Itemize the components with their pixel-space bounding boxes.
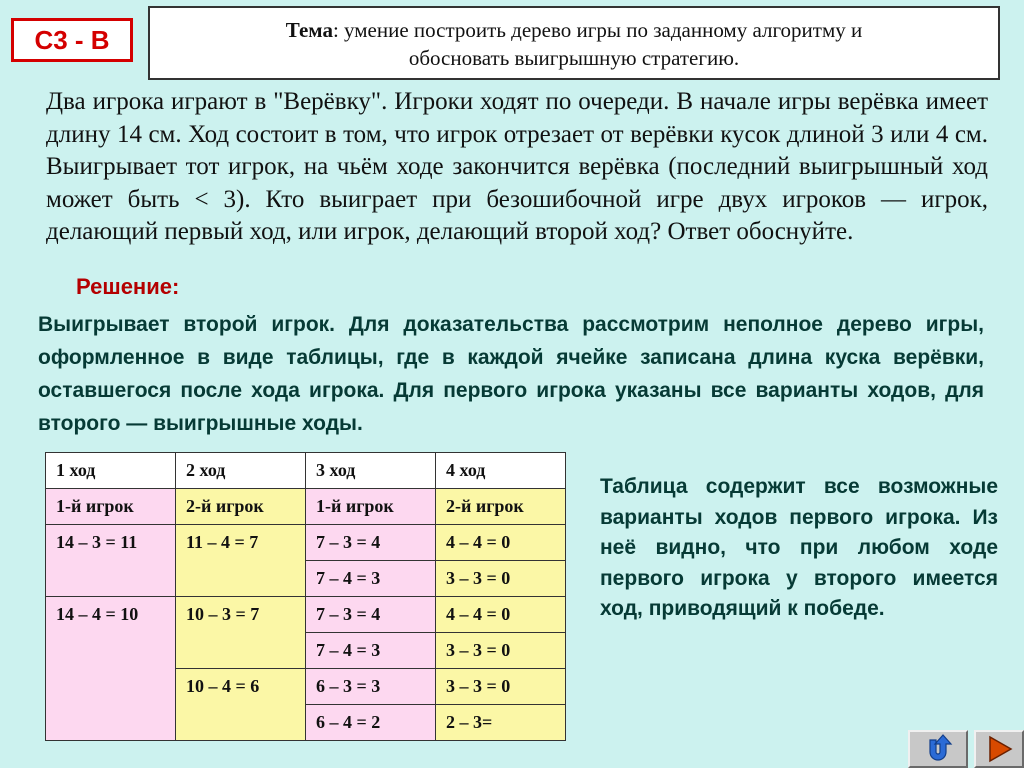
third-move-cell: 7 – 3 = 4 [306, 597, 436, 633]
topic-line-1: : умение построить дерево игры по заданному алгоритму и [332, 18, 863, 42]
fourth-move-cell: 2 – 3= [436, 705, 566, 741]
move-header-cell: 2 ход [176, 453, 306, 489]
move-header-row [46, 453, 566, 489]
topic-line-2: обосновать выигрышную стратегию. [408, 46, 740, 70]
fourth-move-cell: 3 – 3 = 0 [436, 561, 566, 597]
player-header-cell: 2-й игрок [436, 489, 566, 525]
topic-box [148, 6, 1000, 80]
second-move-cell: 10 – 3 = 7 [176, 597, 306, 669]
fourth-move-cell: 4 – 4 = 0 [436, 597, 566, 633]
play-triangle-icon [984, 734, 1014, 764]
solution-text: Выигрывает второй игрок. Для доказательства рассмотрим неполное дерево игры, оформленное в виде таблицы, где в каждой ячейке записана длина куска верёвки, оставшегося после хода игрока. Для первого игрока указаны все варианты ходов, для второго — выигрышные ходы. [38, 313, 984, 435]
game-tree-table [45, 452, 566, 741]
player-header-cell: 1-й игрок [306, 489, 436, 525]
table-row [46, 597, 566, 633]
table-explanation: Таблица содержит все возможные варианты ходов первого игрока. Из неё видно, что при любом ходе первого игрока у второго имеется ход, приводящий к победе. [600, 475, 998, 620]
third-move-cell: 7 – 4 = 3 [306, 633, 436, 669]
next-slide-button[interactable] [974, 730, 1024, 768]
return-arrow-shape [930, 735, 951, 760]
third-move-cell: 7 – 3 = 4 [306, 525, 436, 561]
slide-badge: C3 - B [11, 18, 133, 62]
move-header-cell: 3 ход [306, 453, 436, 489]
fourth-move-cell: 3 – 3 = 0 [436, 669, 566, 705]
fourth-move-cell: 4 – 4 = 0 [436, 525, 566, 561]
fourth-move-cell: 3 – 3 = 0 [436, 633, 566, 669]
return-button[interactable] [908, 730, 968, 768]
third-move-cell: 6 – 4 = 2 [306, 705, 436, 741]
third-move-cell: 6 – 3 = 3 [306, 669, 436, 705]
player-header-row [46, 489, 566, 525]
second-move-cell: 11 – 4 = 7 [176, 525, 306, 597]
move-header-cell: 1 ход [46, 453, 176, 489]
play-triangle-shape [990, 737, 1011, 761]
player-header-cell: 1-й игрок [46, 489, 176, 525]
return-arrow-icon [921, 734, 955, 764]
move-header-cell: 4 ход [436, 453, 566, 489]
third-move-cell: 7 – 4 = 3 [306, 561, 436, 597]
table-row [46, 525, 566, 561]
first-move-cell: 14 – 3 = 11 [46, 525, 176, 597]
player-header-cell: 2-й игрок [176, 489, 306, 525]
topic-label: Тема [285, 18, 333, 42]
solution-heading: Решение: [76, 274, 180, 299]
second-move-cell: 10 – 4 = 6 [176, 669, 306, 741]
first-move-cell: 14 – 4 = 10 [46, 597, 176, 741]
problem-statement: Два игрока играют в "Верёвку". Игроки ходят по очереди. В начале игры верёвка имеет длину 14 см. Ход состоит в том, что игрок отрезает от верёвки кусок длиной 3 или 4 см. Выигрывает тот игрок, на чьём ходе закончится верёвка (последний выигрышный ход может быть < 3). Кто выиграет при безошибочной игре двух игроков — игрок, делающий первый ход, или игрок, делающий второй ход? Ответ обоснуйте. [46, 88, 988, 245]
